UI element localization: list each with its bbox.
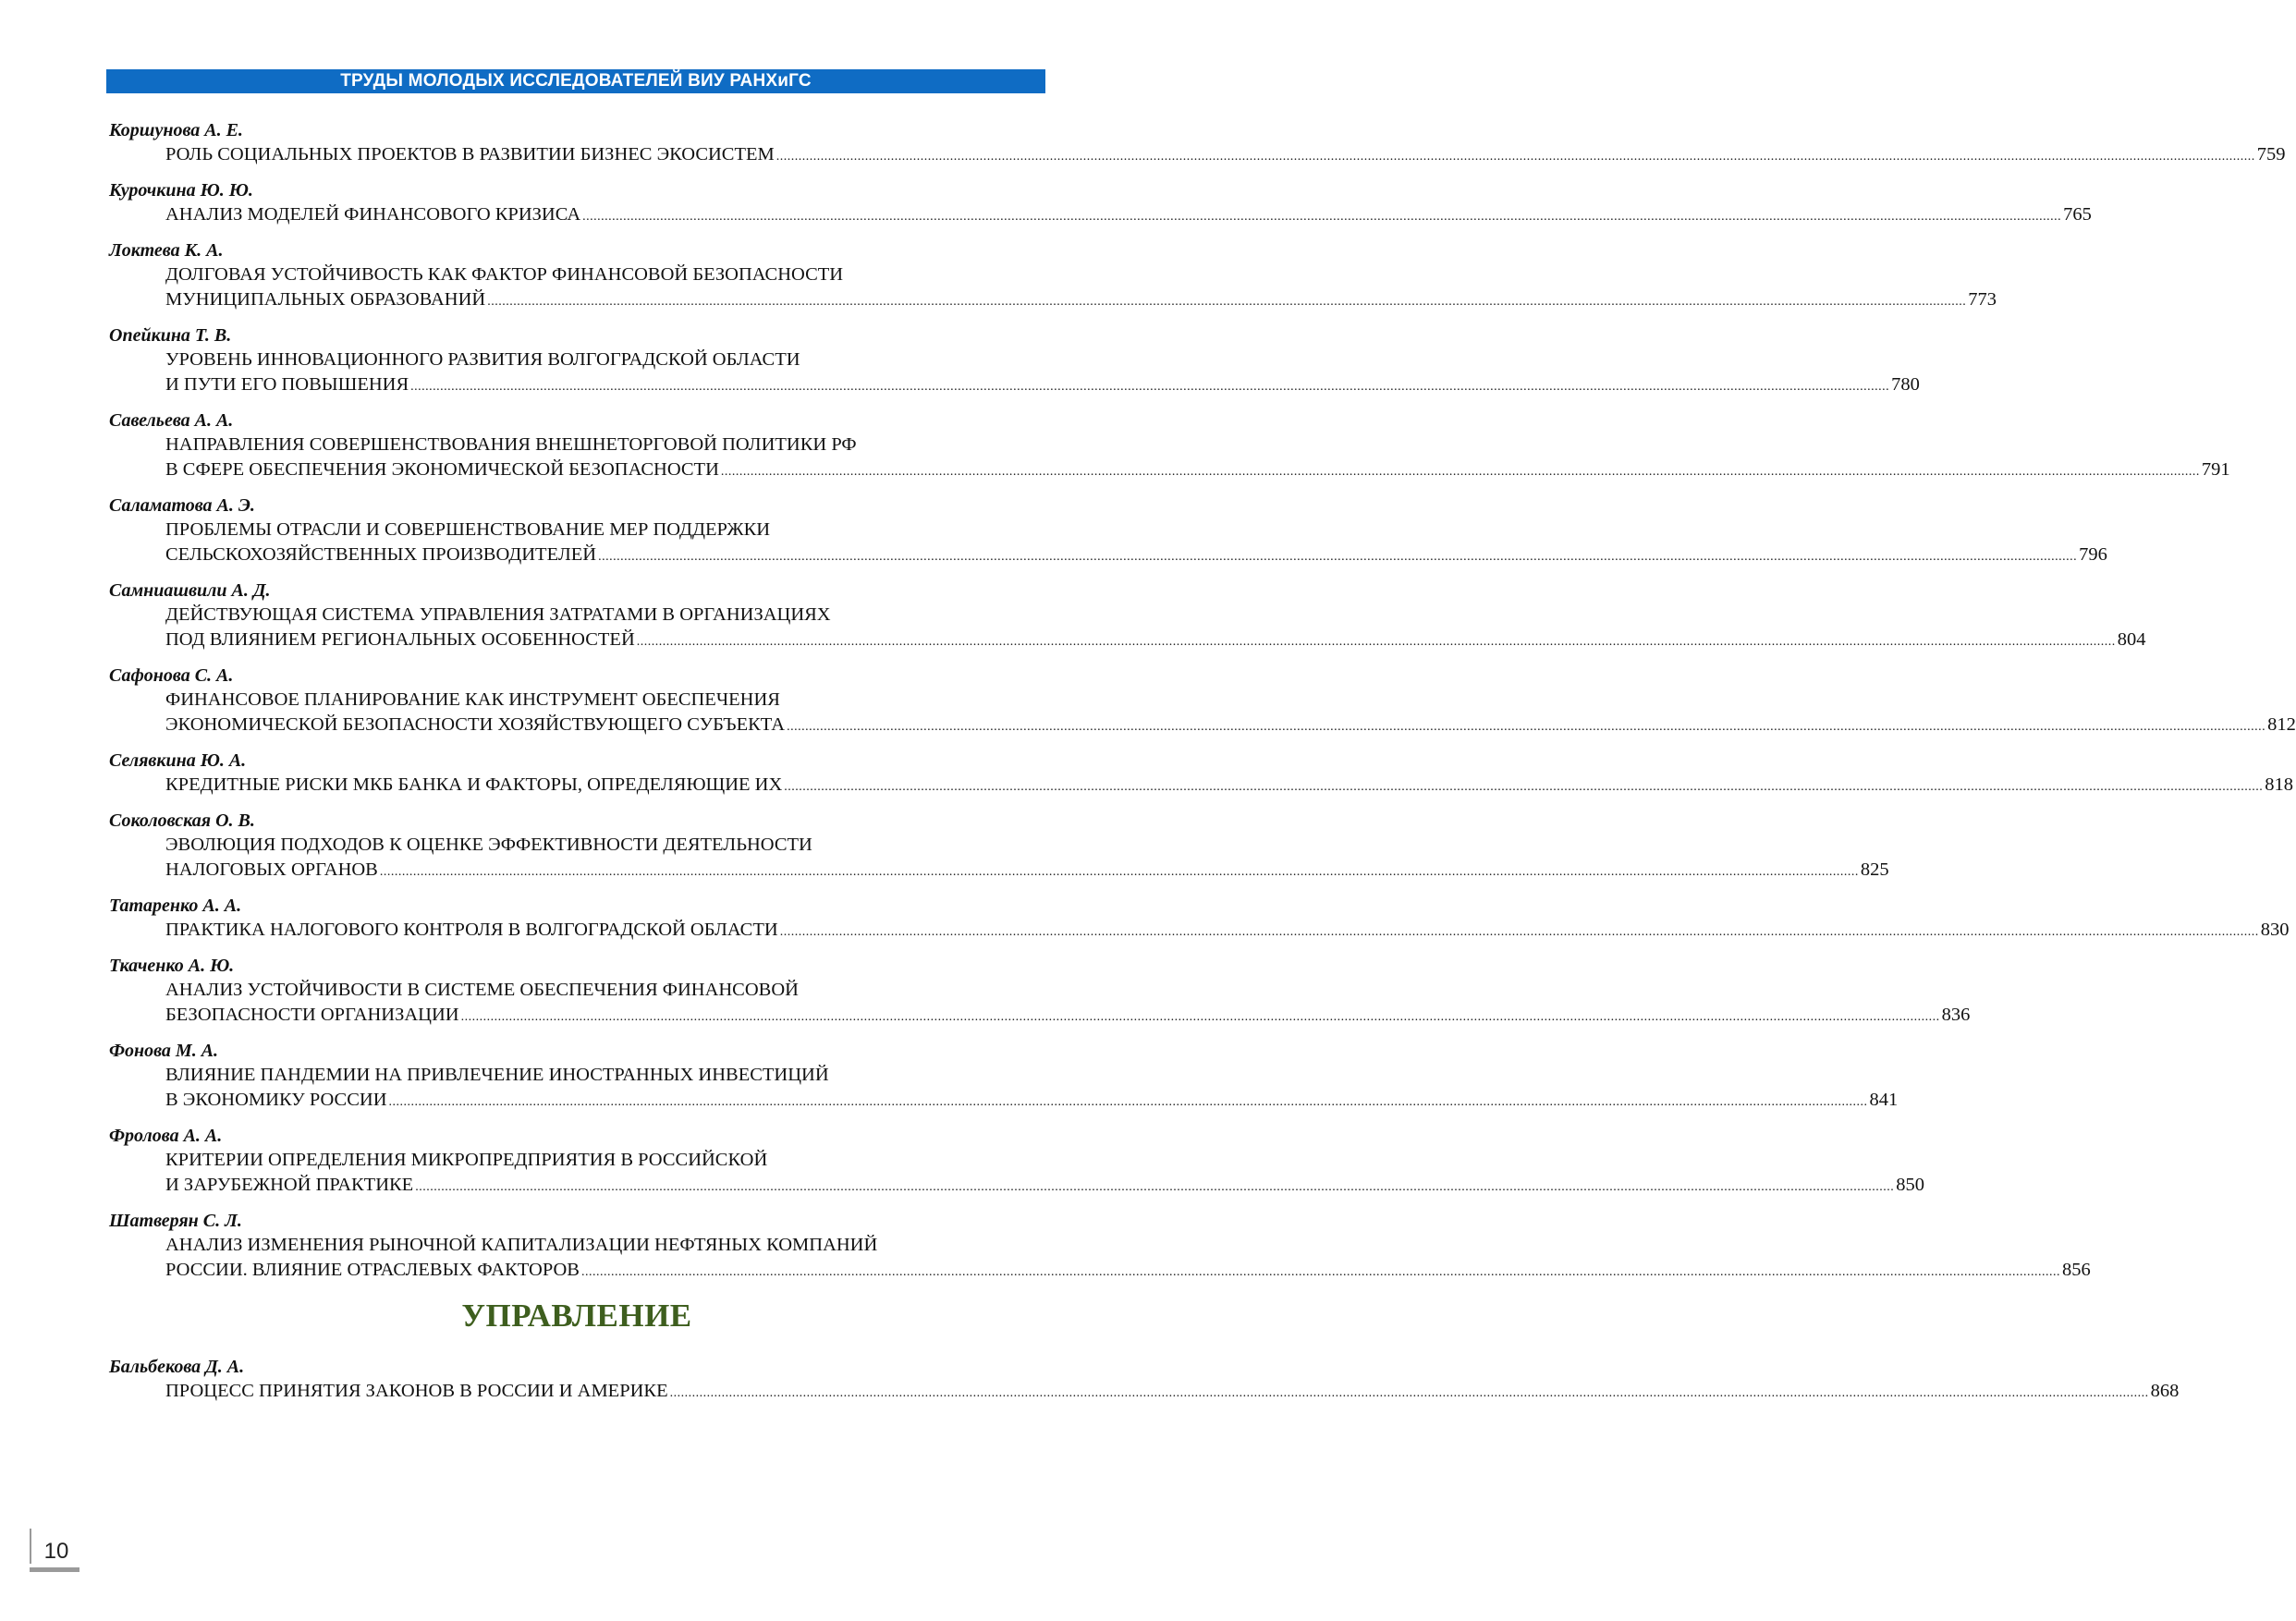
toc-entry-author: Шатверян С. Л. [109, 1211, 242, 1231]
dot-leader: ................................................................................................................................................................................................................................................................................................................................................................................................................ [460, 1010, 1940, 1024]
toc-entry-title-text: АНАЛИЗ МОДЕЛЕЙ ФИНАНСОВОГО КРИЗИСА [165, 204, 581, 225]
toc-entry-title-line [109, 858, 1889, 883]
dot-leader: ................................................................................................................................................................................................................................................................................................................................................................................................................ [784, 780, 2264, 794]
toc-entry-title-line: АНАЛИЗ ИЗМЕНЕНИЯ РЫНОЧНОЙ КАПИТАЛИЗАЦИИ НЕФТЯНЫХ КОМПАНИЙ [165, 1235, 878, 1255]
dot-leader: ................................................................................................................................................................................................................................................................................................................................................................................................................ [720, 465, 2200, 479]
toc-entry-title-line [109, 287, 1997, 312]
page-number: 10 [43, 1539, 69, 1564]
dot-leader: ................................................................................................................................................................................................................................................................................................................................................................................................................ [580, 1265, 2060, 1279]
dot-leader: ................................................................................................................................................................................................................................................................................................................................................................................................................ [779, 925, 2259, 939]
toc-entry-title-text: ПРАКТИКА НАЛОГОВОГО КОНТРОЛЯ В ВОЛГОГРАДСКОЙ ОБЛАСТИ [165, 920, 778, 940]
toc-entry-title-text: В ЭКОНОМИКУ РОССИИ [165, 1090, 387, 1110]
toc-entry-title-line: НАПРАВЛЕНИЯ СОВЕРШЕНСТВОВАНИЯ ВНЕШНЕТОРГОВОЙ ПОЛИТИКИ РФ [165, 434, 857, 455]
toc-entry-title-line: КРИТЕРИИ ОПРЕДЕЛЕНИЯ МИКРОПРЕДПРИЯТИЯ В РОССИЙСКОЙ [165, 1150, 768, 1170]
toc-entry-page-number: 791 [2201, 459, 2230, 480]
toc-entry-author: Локтева К. А. [109, 240, 224, 261]
dot-leader: ................................................................................................................................................................................................................................................................................................................................................................................................................ [487, 295, 1967, 309]
toc-entry-title-text: СЕЛЬСКОХОЗЯЙСТВЕННЫХ ПРОИЗВОДИТЕЛЕЙ [165, 544, 597, 565]
toc-entry-author: Самниашвили А. Д. [109, 580, 271, 601]
toc-entry-title-text: НАЛОГОВЫХ ОРГАНОВ [165, 859, 378, 880]
section-entries-list [109, 1355, 2180, 1404]
page-number-rule-vertical [30, 1529, 31, 1564]
toc-entry-page-number: 759 [2256, 144, 2286, 165]
toc-entry-page-number: 830 [2260, 920, 2290, 940]
toc-entry-title-line [109, 773, 2294, 798]
toc-entry-title-text: КРЕДИТНЫЕ РИСКИ МКБ БАНКА И ФАКТОРЫ, ОПРЕДЕЛЯЮЩИЕ ИХ [165, 774, 783, 795]
toc-entry-page-number: 868 [2150, 1381, 2180, 1401]
toc-entry-author: Савельева А. А. [109, 410, 234, 431]
toc-entry-title-text: РОЛЬ СОЦИАЛЬНЫХ ПРОЕКТОВ В РАЗВИТИИ БИЗНЕС ЭКОСИСТЕМ [165, 144, 775, 165]
toc-entry [109, 1355, 2180, 1404]
toc-entry-title-line [109, 372, 1920, 397]
toc-entry-title-line [109, 1258, 2091, 1283]
toc-entry-title-text: РОССИИ. ВЛИЯНИЕ ОТРАСЛЕВЫХ ФАКТОРОВ [165, 1260, 580, 1280]
toc-entry-title-line: ФИНАНСОВОЕ ПЛАНИРОВАНИЕ КАК ИНСТРУМЕНТ ОБЕСПЕЧЕНИЯ [165, 689, 780, 710]
toc-entry [109, 408, 2230, 482]
toc-entry-author: Соколовская О. В. [109, 810, 255, 831]
toc-entry-title-line [109, 1173, 1924, 1198]
toc-entry [109, 323, 1920, 397]
toc-entry-title-line: ПРОБЛЕМЫ ОТРАСЛИ И СОВЕРШЕНСТВОВАНИЕ МЕР ПОДДЕРЖКИ [165, 519, 771, 540]
toc-entry [109, 954, 1971, 1028]
toc-entry-author: Опейкина Т. В. [109, 325, 232, 346]
table-of-contents [109, 118, 2296, 1415]
toc-entry-title-line [109, 1003, 1971, 1028]
toc-entry-author: Селявкина Ю. А. [109, 750, 247, 771]
toc-entries-list [109, 118, 2296, 1283]
toc-entry [109, 494, 2107, 567]
toc-entry-title-line [109, 142, 2286, 167]
toc-entry-author: Коршунова А. Е. [109, 120, 243, 140]
toc-entry-title-line [109, 457, 2230, 482]
toc-entry-title-text: ЭКОНОМИЧЕСКОЙ БЕЗОПАСНОСТИ ХОЗЯЙСТВУЮЩЕГО СУБЪЕКТА [165, 714, 786, 735]
toc-entry-title-text: И ЗАРУБЕЖНОЙ ПРАКТИКЕ [165, 1175, 414, 1195]
dot-leader: ................................................................................................................................................................................................................................................................................................................................................................................................................ [787, 720, 2266, 734]
toc-entry-page-number: 850 [1896, 1175, 1924, 1195]
toc-entry-page-number: 812 [2267, 714, 2296, 735]
toc-entry [109, 664, 2296, 737]
toc-entry-title-line: ДОЛГОВАЯ УСТОЙЧИВОСТЬ КАК ФАКТОР ФИНАНСОВОЙ БЕЗОПАСНОСТИ [165, 264, 844, 285]
dot-leader: ................................................................................................................................................................................................................................................................................................................................................................................................................ [379, 865, 1859, 879]
page-number-box [28, 1529, 79, 1573]
toc-entry [109, 1039, 1899, 1113]
toc-entry-title-line: УРОВЕНЬ ИННОВАЦИОННОГО РАЗВИТИЯ ВОЛГОГРАДСКОЙ ОБЛАСТИ [165, 349, 800, 370]
toc-entry-page-number: 765 [2063, 204, 2092, 225]
toc-entry [109, 809, 1889, 883]
toc-entry [109, 579, 2146, 652]
toc-entry-title-text: ПРОЦЕСС ПРИНЯТИЯ ЗАКОНОВ В РОССИИ И АМЕРИКЕ [165, 1381, 668, 1401]
toc-entry-title-text: В СФЕРЕ ОБЕСПЕЧЕНИЯ ЭКОНОМИЧЕСКОЙ БЕЗОПАСНОСТИ [165, 459, 719, 480]
toc-entry-title-line: ЭВОЛЮЦИЯ ПОДХОДОВ К ОЦЕНКЕ ЭФФЕКТИВНОСТИ ДЕЯТЕЛЬНОСТИ [165, 835, 812, 855]
toc-entry-title-line: АНАЛИЗ УСТОЙЧИВОСТИ В СИСТЕМЕ ОБЕСПЕЧЕНИЯ ФИНАНСОВОЙ [165, 980, 799, 1000]
dot-leader: ................................................................................................................................................................................................................................................................................................................................................................................................................ [415, 1180, 1895, 1194]
toc-entry-title-text: ПОД ВЛИЯНИЕМ РЕГИОНАЛЬНЫХ ОСОБЕННОСТЕЙ [165, 629, 635, 650]
toc-entry-title-text: И ПУТИ ЕГО ПОВЫШЕНИЯ [165, 374, 409, 395]
toc-entry [109, 1209, 2091, 1283]
toc-entry-title-text: МУНИЦИПАЛЬНЫХ ОБРАЗОВАНИЙ [165, 289, 486, 310]
toc-entry-author: Фонова М. А. [109, 1041, 219, 1061]
toc-entry-author: Фролова А. А. [109, 1126, 223, 1146]
toc-entry-author: Бальбекова Д. А. [109, 1357, 245, 1377]
toc-entry-author: Татаренко А. А. [109, 896, 242, 916]
toc-entry-title-line [109, 918, 2290, 943]
toc-entry [109, 118, 2286, 167]
toc-entry [109, 238, 1997, 312]
toc-entry-author: Саламатова А. Э. [109, 495, 255, 516]
toc-entry-title-line [109, 202, 2092, 227]
toc-entry-page-number: 856 [2061, 1260, 2091, 1280]
dot-leader: ................................................................................................................................................................................................................................................................................................................................................................................................................ [388, 1095, 1868, 1109]
toc-entry [109, 178, 2092, 227]
dot-leader: ................................................................................................................................................................................................................................................................................................................................................................................................................ [410, 380, 1890, 394]
toc-entry-page-number: 804 [2117, 629, 2146, 650]
toc-entry-author: Ткаченко А. Ю. [109, 956, 235, 976]
dot-leader: ................................................................................................................................................................................................................................................................................................................................................................................................................ [582, 210, 2062, 224]
toc-entry-title-line [109, 713, 2296, 737]
toc-entry-title-line: ДЕЙСТВУЮЩАЯ СИСТЕМА УПРАВЛЕНИЯ ЗАТРАТАМИ В ОРГАНИЗАЦИЯХ [165, 604, 831, 625]
toc-entry-author: Курочкина Ю. Ю. [109, 180, 253, 201]
toc-entry-title-line [109, 628, 2146, 652]
toc-entry-page-number: 836 [1941, 1005, 1971, 1025]
toc-entry-page-number: 796 [2079, 544, 2107, 565]
toc-entry [109, 894, 2290, 943]
dot-leader: ................................................................................................................................................................................................................................................................................................................................................................................................................ [776, 150, 2255, 164]
toc-entry-title-line [109, 1379, 2180, 1404]
toc-entry-author: Сафонова С. А. [109, 665, 234, 686]
dot-leader: ................................................................................................................................................................................................................................................................................................................................................................................................................ [669, 1386, 2149, 1400]
toc-entry-title-line: ВЛИЯНИЕ ПАНДЕМИИ НА ПРИВЛЕЧЕНИЕ ИНОСТРАННЫХ ИНВЕСТИЦИЙ [165, 1065, 829, 1085]
section-title: УПРАВЛЕНИЕ [461, 1298, 692, 1334]
running-header: ТРУДЫ МОЛОДЫХ ИССЛЕДОВАТЕЛЕЙ ВИУ РАНХиГС [106, 69, 1045, 93]
toc-entry [109, 749, 2294, 798]
page-number-rule-horizontal [30, 1567, 79, 1572]
dot-leader: ................................................................................................................................................................................................................................................................................................................................................................................................................ [598, 550, 2078, 564]
toc-entry-page-number: 818 [2265, 774, 2294, 795]
toc-entry-page-number: 825 [1860, 859, 1889, 880]
toc-entry-title-line [109, 542, 2107, 567]
toc-entry-page-number: 841 [1869, 1090, 1899, 1110]
toc-entry-title-line [109, 1088, 1899, 1113]
dot-leader: ................................................................................................................................................................................................................................................................................................................................................................................................................ [636, 635, 2116, 649]
toc-entry [109, 1124, 1924, 1198]
toc-entry-page-number: 773 [1968, 289, 1997, 310]
toc-entry-title-text: БЕЗОПАСНОСТИ ОРГАНИЗАЦИИ [165, 1005, 459, 1025]
toc-entry-page-number: 780 [1891, 374, 1920, 395]
